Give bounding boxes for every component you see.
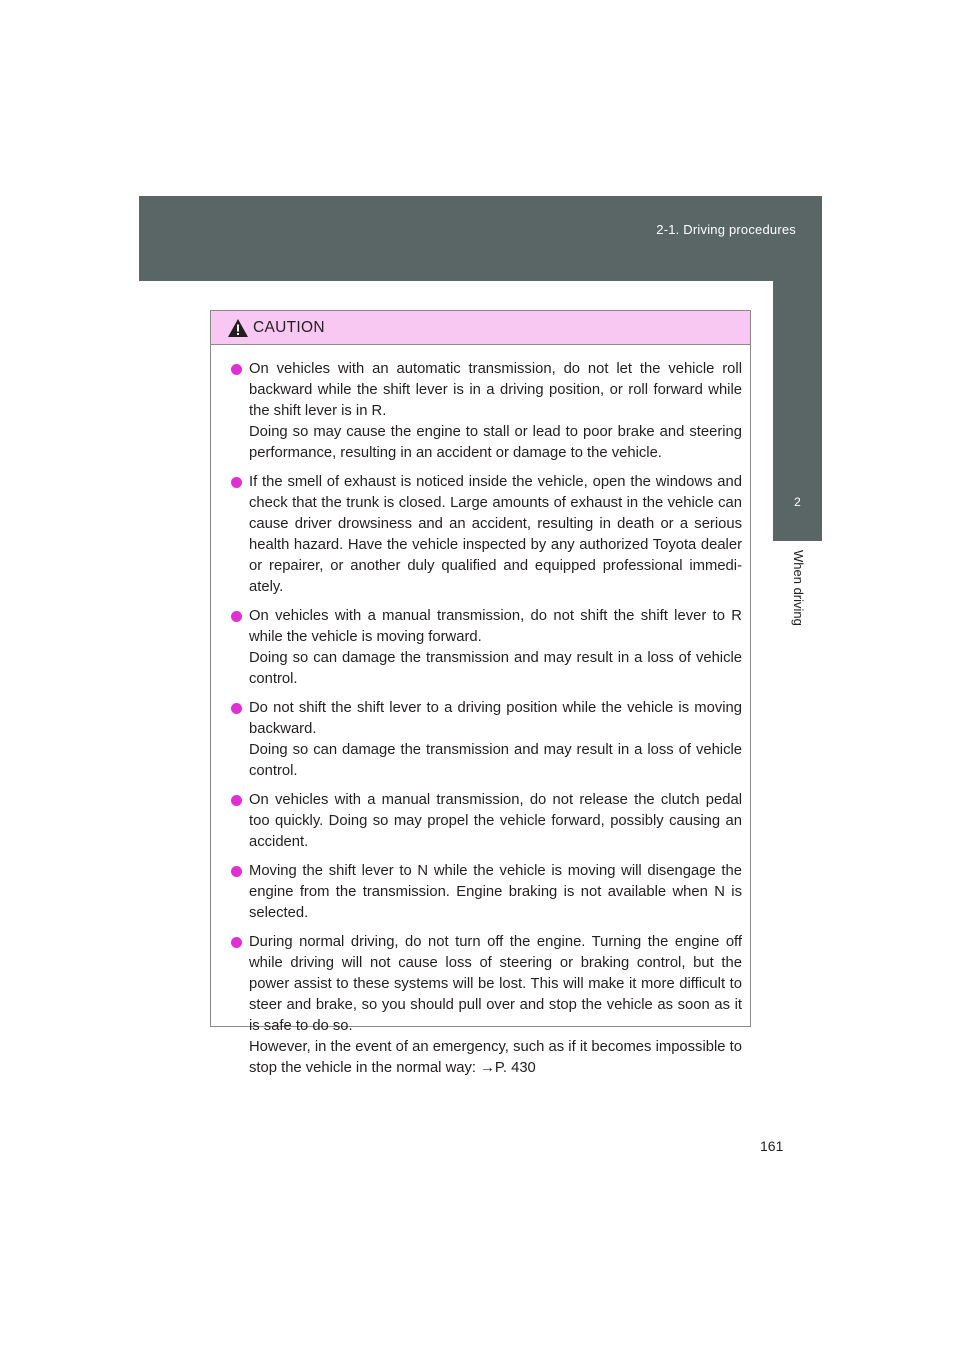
caution-paragraph: During normal driving, do not turn off the engine. Turning the engine off while driving will not cause loss of steering or braking control, but the power assist to these systems will be lost. This will make it more difficult to steer and brake, so you should pull over and stop the vehicle as soon as it is safe to do so. <box>249 934 742 1034</box>
bullet-dot-icon <box>231 364 242 375</box>
bullet-dot-icon <box>231 866 242 877</box>
caution-title: CAUTION <box>253 318 325 336</box>
caution-box <box>210 310 751 1076</box>
page-number: 161 <box>760 1138 784 1154</box>
caution-paragraph: Doing so may cause the engine to stall or lead to poor brake and steering performance, resulting in an accident or damage to the vehicle. <box>249 424 742 461</box>
side-tab-upper <box>773 281 822 473</box>
caution-paragraph: Do not shift the shift lever to a driving position while the vehicle is moving backward. <box>249 700 742 737</box>
warning-triangle-icon <box>227 318 249 338</box>
header-band <box>139 196 822 281</box>
caution-paragraph: On vehicles with a manual transmission, do not shift the shift lever to R while the vehicle is moving forward. <box>249 608 742 645</box>
caution-header <box>211 311 750 345</box>
caution-list <box>211 345 750 1079</box>
chapter-label: When driving <box>791 550 806 626</box>
bullet-dot-icon <box>231 611 242 622</box>
caution-paragraph: However, in the event of an emergency, such as if it becomes impossible to stop the vehicle in the normal way: →P. 430 <box>249 1039 742 1076</box>
caution-item <box>231 472 742 598</box>
caution-paragraph: On vehicles with a manual transmission, do not release the clutch pedal too quickly. Doing so may propel the vehicle forward, possibly causing an accident. <box>249 792 742 850</box>
caution-item <box>231 606 742 690</box>
caution-item <box>231 359 742 464</box>
section-title: 2-1. Driving procedures <box>656 222 796 237</box>
caution-paragraph: If the smell of exhaust is noticed inside the vehicle, open the windows and check that the trunk is closed. Large amounts of exhaust in the vehicle can cause driver drowsiness and an accident, resulting in death or a serious health hazard. Have the vehicle inspected by any authorized Toyota dealer or repairer, or another duly qualified and equipped professional immedi- ately. <box>249 474 742 595</box>
bullet-dot-icon <box>231 795 242 806</box>
caution-paragraph: On vehicles with an automatic transmission, do not let the vehicle roll backward while the shift lever is in a driving position, or roll forward while the shift lever is in R. <box>249 361 742 419</box>
caution-item <box>231 698 742 782</box>
bullet-dot-icon <box>231 477 242 488</box>
caution-item <box>231 861 742 924</box>
chapter-number-tab: 2 <box>773 473 822 541</box>
bullet-dot-icon <box>231 703 242 714</box>
bullet-dot-icon <box>231 937 242 948</box>
caution-item <box>231 790 742 853</box>
caution-paragraph: Doing so can damage the transmission and may result in a loss of vehicle control. <box>249 742 742 779</box>
caution-item <box>231 932 742 1079</box>
caution-paragraph: Moving the shift lever to N while the vehicle is moving will disengage the engine from the transmission. Engine braking is not available when N is selected. <box>249 863 742 921</box>
caution-paragraph: Doing so can damage the transmission and may result in a loss of vehicle control. <box>249 650 742 687</box>
